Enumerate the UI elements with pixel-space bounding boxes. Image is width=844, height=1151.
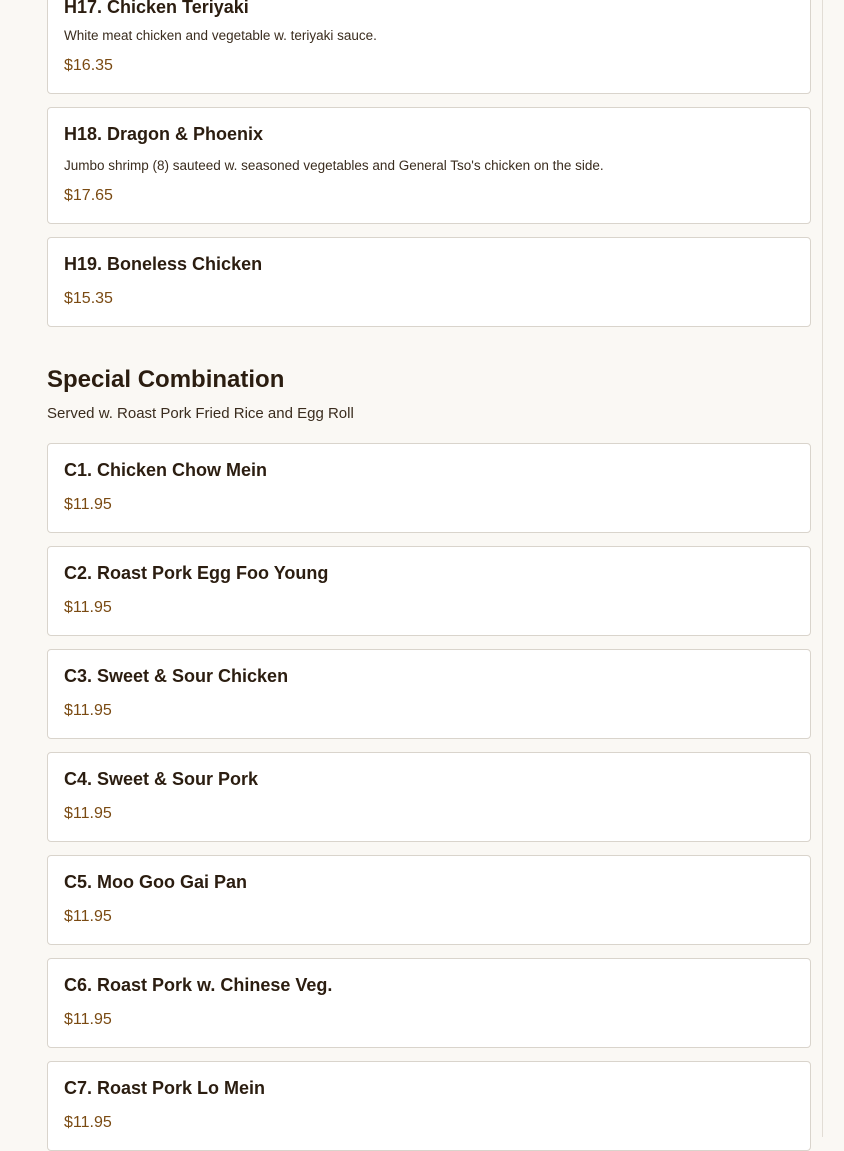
menu-item-card[interactable] <box>47 649 811 739</box>
menu-item-name: C5. Moo Goo Gai Pan <box>64 872 248 892</box>
menu-item-price: $15.35 <box>64 290 113 307</box>
menu-item-name: C7. Roast Pork Lo Mein <box>64 1078 266 1098</box>
menu-item-name: C1. Chicken Chow Mein <box>64 460 268 480</box>
menu-item-card[interactable] <box>47 237 811 327</box>
menu-item-name: H18. Dragon & Phoenix <box>64 124 264 144</box>
menu-item-card[interactable] <box>47 0 811 94</box>
section-title: Special Combination <box>47 366 285 393</box>
menu-item-card[interactable] <box>47 107 811 224</box>
menu-item-price: $11.95 <box>64 496 112 513</box>
menu-item-name: H19. Boneless Chicken <box>64 254 263 274</box>
menu-item-card[interactable] <box>47 1061 811 1151</box>
menu-item-card[interactable] <box>47 958 811 1048</box>
menu-item-description: White meat chicken and vegetable w. teriyaki sauce. <box>64 28 377 43</box>
menu-item-price: $17.65 <box>64 187 113 204</box>
menu-item-price: $11.95 <box>64 702 112 719</box>
menu-item-price: $11.95 <box>64 599 112 616</box>
menu-item-description: Jumbo shrimp (8) sauteed w. seasoned vegetables and General Tso's chicken on the side. <box>64 158 604 173</box>
menu-item-card[interactable] <box>47 443 811 533</box>
menu-item-card[interactable] <box>47 752 811 842</box>
menu-item-name: C2. Roast Pork Egg Foo Young <box>64 563 329 583</box>
menu-item-price: $11.95 <box>64 908 112 925</box>
menu-item-name: C6. Roast Pork w. Chinese Veg. <box>64 975 333 995</box>
menu-item-name: C4. Sweet & Sour Pork <box>64 769 259 789</box>
section-subtitle: Served w. Roast Pork Fried Rice and Egg Roll <box>47 405 354 422</box>
menu-item-price: $11.95 <box>64 1011 112 1028</box>
menu-item-price: $11.95 <box>64 805 112 822</box>
menu-item-card[interactable] <box>47 546 811 636</box>
menu-item-name: H17. Chicken Teriyaki <box>64 0 249 17</box>
menu-item-price: $11.95 <box>64 1114 112 1131</box>
menu-item-card[interactable] <box>47 855 811 945</box>
menu-item-name: C3. Sweet & Sour Chicken <box>64 666 289 686</box>
menu-item-price: $16.35 <box>64 57 113 74</box>
